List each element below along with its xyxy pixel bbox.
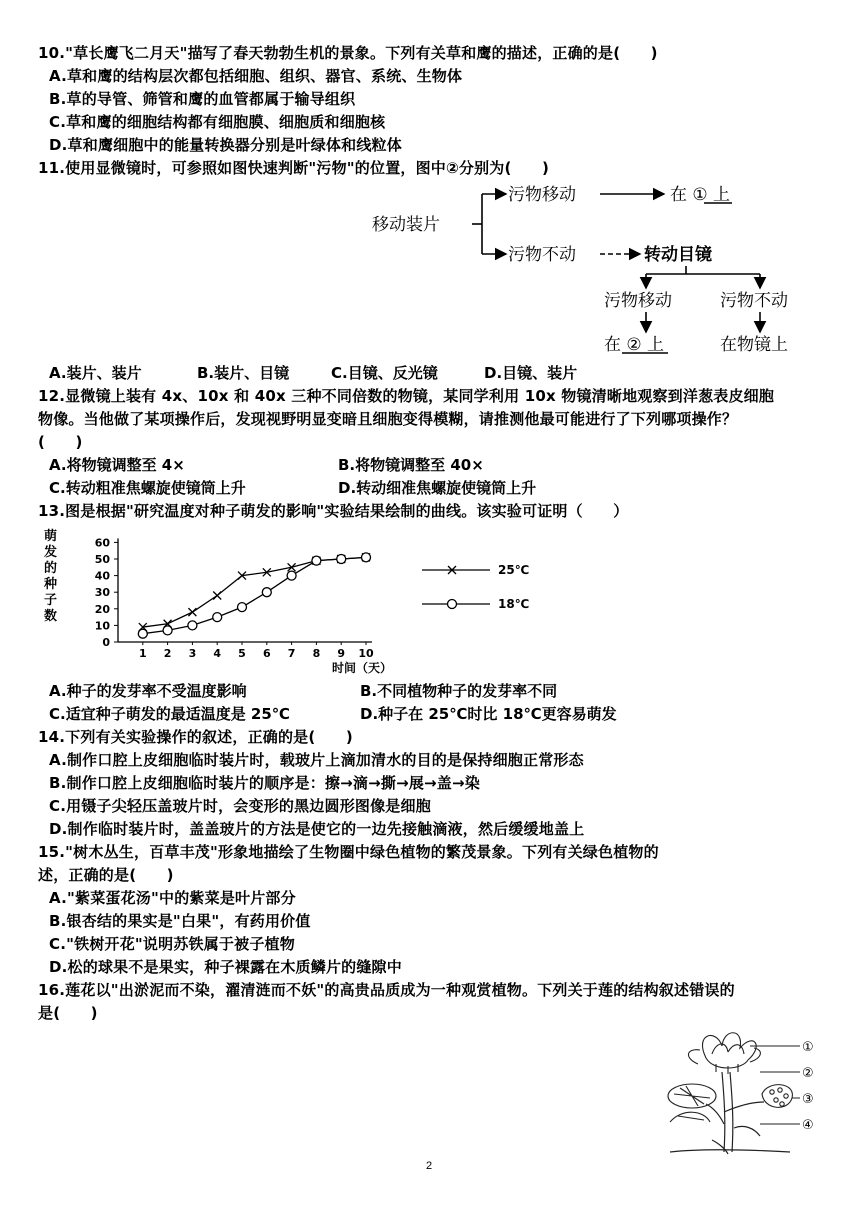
chart-y-tick-label: 60 [94,536,110,550]
q12-stem-line3: ( ) [38,433,83,451]
chart-x-tick-label: 4 [213,647,222,660]
q10-option-b: B.草的导管、筛管和鹰的血管都属于输导组织 [49,90,356,108]
chart-y-tick-label: 0 [102,636,110,649]
q15-stem-line2: 述，正确的是( ) [38,866,174,884]
chart-series-line-1 [143,557,366,633]
q12-option-c: C.转动粗准焦螺旋使镜筒上升 [49,479,246,497]
chart-point-series1 [188,621,197,630]
q13-stem: 13.图是根据"研究温度对种子萌发的影响"实验结果绘制的曲线。该实验可证明（ ） [38,502,629,520]
q11-stem: 11.使用显微镜时，可参照如图快速判断"污物"的位置，图中②分别为( ) [38,159,550,177]
lotus-label-2: ② [802,1066,814,1081]
q13-option-c: C.适宜种子萌发的最适温度是 25℃ [49,705,290,723]
lotus-label-3: ③ [802,1092,814,1107]
q14-stem: 14.下列有关实验操作的叙述，正确的是( ) [38,728,353,746]
q15-option-b: B.银杏结的果实是"白果"，有药用价值 [49,912,311,930]
q11-option-c: C.目镜、反光镜 [331,364,438,382]
chart-ylabel-char: 子 [44,593,58,608]
q14-option-a: A.制作口腔上皮细胞临时装片时，载玻片上滴加清水的目的是保持细胞正常形态 [49,751,584,769]
flow-start-label: 移动装片 [372,215,440,235]
q11-option-b: B.装片、目镜 [197,364,290,382]
q12-option-d: D.转动细准焦螺旋使镜筒上升 [338,479,537,497]
q15-option-a: A."紫菜蛋花汤"中的紫菜是叶片部分 [49,889,296,907]
chart-point-series1 [262,588,271,597]
flow-turn-label: 转动目镜 [644,245,712,265]
q14-option-b: B.制作口腔上皮细胞临时装片的顺序是：擦→滴→撕→展→盖→染 [49,774,480,792]
flow-still-label: 污物不动 [508,245,576,265]
chart-x-tick-label: 1 [138,647,147,660]
q16-stem-line1: 16.莲花以"出淤泥而不染，濯清涟而不妖"的高贵品质成为一种观赏植物。下列关于莲的结构叙述错误的 [38,981,735,999]
q10-option-a: A.草和鹰的结构层次都包括细胞、组织、器官、系统、生物体 [49,67,463,85]
lotus-label-4: ④ [802,1118,814,1133]
q13-option-b: B.不同植物种子的发芽率不同 [360,682,558,700]
chart-y-tick-label: 30 [94,586,110,600]
chart-ylabel-char: 种 [44,577,58,592]
q12-option-b: B.将物镜调整至 40× [338,456,484,474]
chart-x-tick-label: 2 [163,647,172,660]
chart-point-series1 [337,555,346,564]
q14-option-d: D.制作临时装片时，盖盖玻片的方法是使它的一边先接触滴液，然后缓缓地盖上 [49,820,585,838]
chart-y-tick-label: 40 [94,569,110,583]
q13-option-a: A.种子的发芽率不受温度影响 [49,682,247,700]
q10-stem: 10."草长鹰飞二月天"描写了春天勃勃生机的景象。下列有关草和鹰的描述，正确的是( ) [38,44,658,62]
lotus-label-1: ① [802,1040,814,1055]
chart-x-tick-label: 7 [287,647,296,660]
q11-option-a: A.装片、装片 [49,364,142,382]
chart-y-tick-label: 10 [94,619,110,633]
lotus-leaf-icon [668,1084,716,1122]
chart-point-series1 [312,556,321,565]
q13-option-d: D.种子在 25℃时比 18℃更容易萌发 [360,705,617,723]
chart-xlabel: 时间（天） [331,661,393,675]
chart-x-tick-label: 10 [358,647,374,660]
chart-point-series1 [362,553,371,562]
q13-germination-chart [38,526,558,676]
flow-objective-label: 在物镜上 [720,335,788,355]
chart-series-line-0 [143,557,366,627]
chart-ylabel-char: 萌 [44,529,58,544]
q14-option-c: C.用镊子尖轻压盖玻片时，会变形的黑边圆形图像是细胞 [49,797,431,815]
lotus-seedpod-icon [762,1085,792,1108]
q15-stem-line1: 15."树木丛生，百草丰茂"形象地描绘了生物圈中绿色植物的繁茂景象。下列有关绿色植物的 [38,843,659,861]
q16-lotus-diagram [664,1024,824,1156]
chart-y-tick-label: 20 [94,602,110,616]
chart-ylabel-char: 发 [44,545,58,560]
flow-at2-label: 在 ② 上 [604,335,665,355]
q12-option-a: A.将物镜调整至 4× [49,456,185,474]
chart-x-tick-label: 3 [188,647,197,660]
chart-y-tick-label: 50 [94,553,110,566]
chart-x-tick-label: 8 [312,647,321,660]
chart-x-tick-label: 6 [262,647,271,660]
page-number: 2 [426,1160,433,1172]
flow-still2-label: 污物不动 [720,291,788,311]
q11-flow-diagram [368,180,818,358]
chart-point-series1 [238,603,247,612]
flow-moves2-label: 污物移动 [604,291,672,311]
chart-ylabel-char: 的 [44,561,58,576]
chart-x-tick-label: 9 [337,647,346,660]
q11-option-d: D.目镜、装片 [484,364,578,382]
chart-legend-label: 25℃ [498,563,530,577]
flow-moves-label: 污物移动 [508,185,576,205]
chart-ylabel-char: 数 [44,609,58,624]
q10-option-c: C.草和鹰的细胞结构都有细胞膜、细胞质和细胞核 [49,113,386,131]
chart-point-series1 [287,571,296,580]
chart-point-series1 [163,626,172,635]
chart-legend-label: 18℃ [498,597,530,611]
q10-option-d: D.草和鹰细胞中的能量转换器分别是叶绿体和线粒体 [49,136,402,154]
chart-point-series1 [138,629,147,638]
q15-option-c: C."铁树开花"说明苏铁属于被子植物 [49,935,295,953]
q15-option-d: D.松的球果不是果实，种子裸露在木质鳞片的缝隙中 [49,958,402,976]
lotus-flower-icon [688,1033,760,1074]
q12-stem-line1: 12.显微镜上装有 4x、10x 和 40x 三种不同倍数的物镜，某同学利用 10x 物镜清晰地观察到洋葱表皮细胞 [38,387,775,405]
q16-stem-line2: 是( ) [38,1004,98,1022]
chart-point-series1 [213,613,222,622]
q12-stem-line2: 物像。当他做了某项操作后，发现视野明显变暗且细胞变得模糊，请推测他最可能进行了下列哪项操作？ [38,410,738,428]
flow-at1-label: 在 ① 上 [670,185,731,205]
chart-legend-marker [448,600,457,609]
chart-x-tick-label: 5 [238,647,246,660]
